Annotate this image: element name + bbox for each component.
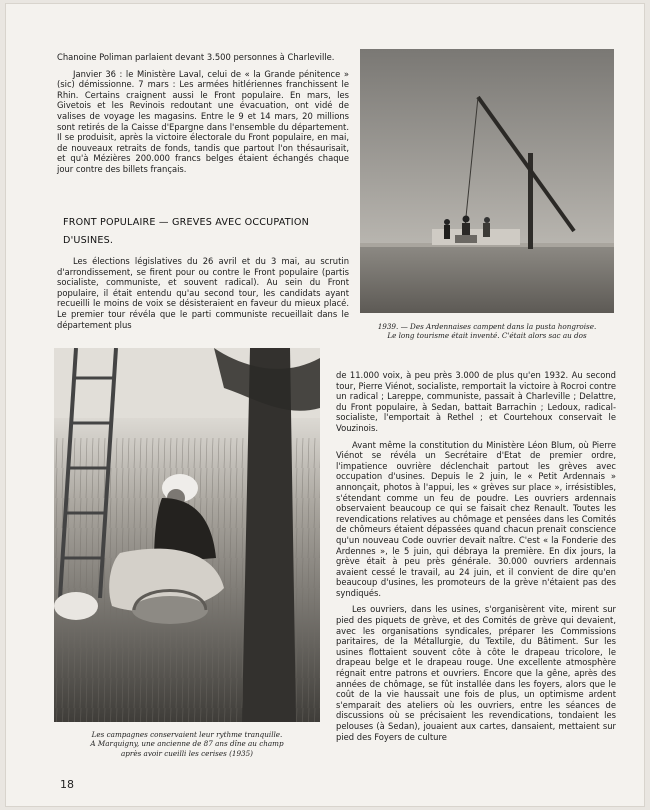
paragraph: Les ouvriers, dans les usines, s'organisèrent vite, mirent sur pied des piquets de grève, et des Comités de grève qui devaient, avec les organisations syndicales, préparer les Commissions paritaires, de la Métallurgie, du Textile, du Bâtiment. Sur les usines flottaient souvent côte à côte le drapeau tricolore, le drapeau belge et le drapeau rouge. Une excellente atmosphère régnait entre patrons et ouvriers. Encore que la gêne, après des années de chômage, se fût installée dans les foyers, alors que le coût de la vie haussait une fois de plus, un optimisme ardent s'emparait des ateliers où les ouvriers, entre les séances de discussions où se précisaient les revendications, tondaient les pelouses (à Sedan), jouaient aux cartes, dansaient, mettaient sur pied des Foyers de culture	[336, 604, 616, 742]
photo-image	[54, 348, 320, 722]
book-page	[6, 4, 644, 806]
well-sweep-photo	[360, 49, 614, 313]
photo-image	[360, 49, 614, 313]
paragraph: de 11.000 voix, à peu près 3.000 de plus qu'en 1932. Au second tour, Pierre Viénot, socialiste, remportait la victoire à Rocroi contre un radical ; Lareppe, communiste, passait à Charleville ; Delattre, du Front populaire, à Sedan, battait Barrachin ; Ledoux, radical-socialiste, l'emportait à Rethel ; et Courtehoux conservait le Vouzinois.	[336, 370, 616, 433]
photo-caption-bottom	[48, 730, 326, 758]
photo-caption-top	[354, 322, 620, 341]
text-column-right	[336, 370, 616, 748]
caption-line: après avoir cueilli les cerises (1935)	[121, 748, 253, 758]
section-heading-line2: D'USINES.	[63, 235, 114, 246]
caption-line: Le long tourisme était inventé. C'était alors sac au dos	[387, 331, 587, 341]
paragraph: Avant même la constitution du Ministère Léon Blum, où Pierre Viénot se révéla un Secrétaire d'Etat de premier ordre, l'impatience ouvrière déclenchait partout les grèves avec occupation d'usines. Depuis le 2 juin, le « Petit Ardennais » annonçait, photos à l'appui, les « grèves sur place », irrésistibles, s'étendant comme un feu de poudre. Les ouvriers ardennais observaient beaucoup ce qui se faisait chez Renault. Toutes les revendications relatives au chômage et pensées dans les Comités de chômeurs étaient dépassées quand chacun prenait conscience qu'un nouveau Code ouvrier devait naître. C'est « la Fonderie des Ardennes », le 5 juin, qui débraya la première. En dix jours, la grève était à peu près générale. 30.000 ouvriers ardennais avaient cessé le travail, au 24 juin, et il convient de dire qu'en beaucoup d'usines, les promoteurs de la grève n'étaient pas des syndiqués.	[336, 439, 616, 598]
paragraph: Les élections législatives du 26 avril et du 3 mai, au scrutin d'arrondissement, se firent pour ou contre le Front populaire (partis socialiste, communiste, et souvent radical). Au sein du Front populaire, il était entendu qu'au second tour, les candidats ayant recueilli le moins de voix se désisteraient en faveur du mieux placé. Le premier tour révéla que le parti communiste recueillait dans le département plus	[57, 256, 349, 330]
caption-line: 1939. — Des Ardennaises campent dans la pusta hongroise.	[377, 322, 597, 331]
page-number: 18	[60, 778, 74, 791]
paragraph: Chanoine Poliman parlaient devant 3.500 personnes à Charleville.	[57, 52, 335, 62]
section-heading-line1: FRONT POPULAIRE — GREVES AVEC OCCUPATION	[63, 217, 309, 228]
caption-line: A Marquigny, une ancienne de 87 ans dîne au champ	[90, 739, 284, 749]
caption-line: Les campagnes conservaient leur rythme tranquille.	[91, 730, 283, 739]
text-column-mid-left	[57, 256, 349, 336]
section-heading	[63, 214, 353, 250]
woman-in-field-photo	[54, 348, 320, 722]
text-column-top-left	[57, 52, 349, 181]
paragraph: Janvier 36 : le Ministère Laval, celui de « la Grande pénitence » (sic) démissionne. 7 mars : Les armées hitlériennes franchissent le Rhin. Certains craignent aussi le Front populaire. En mars, les Givetois et les Revinois redoutant une évacuation, ont vidé de valises de voyage les magasins. Entre le 9 et 14 mars, 20 millions sont retirés de la Caisse d'Epargne dans l'ensemble du département. Il se produisit, après la victoire électorale du Front populaire, en mai, de nouveaux retraits de fonds, tandis que partout l'on thésaurisait, et qu'à Mézières 200.000 francs belges étaient échangés chaque jour contre des billets français.	[57, 68, 349, 174]
